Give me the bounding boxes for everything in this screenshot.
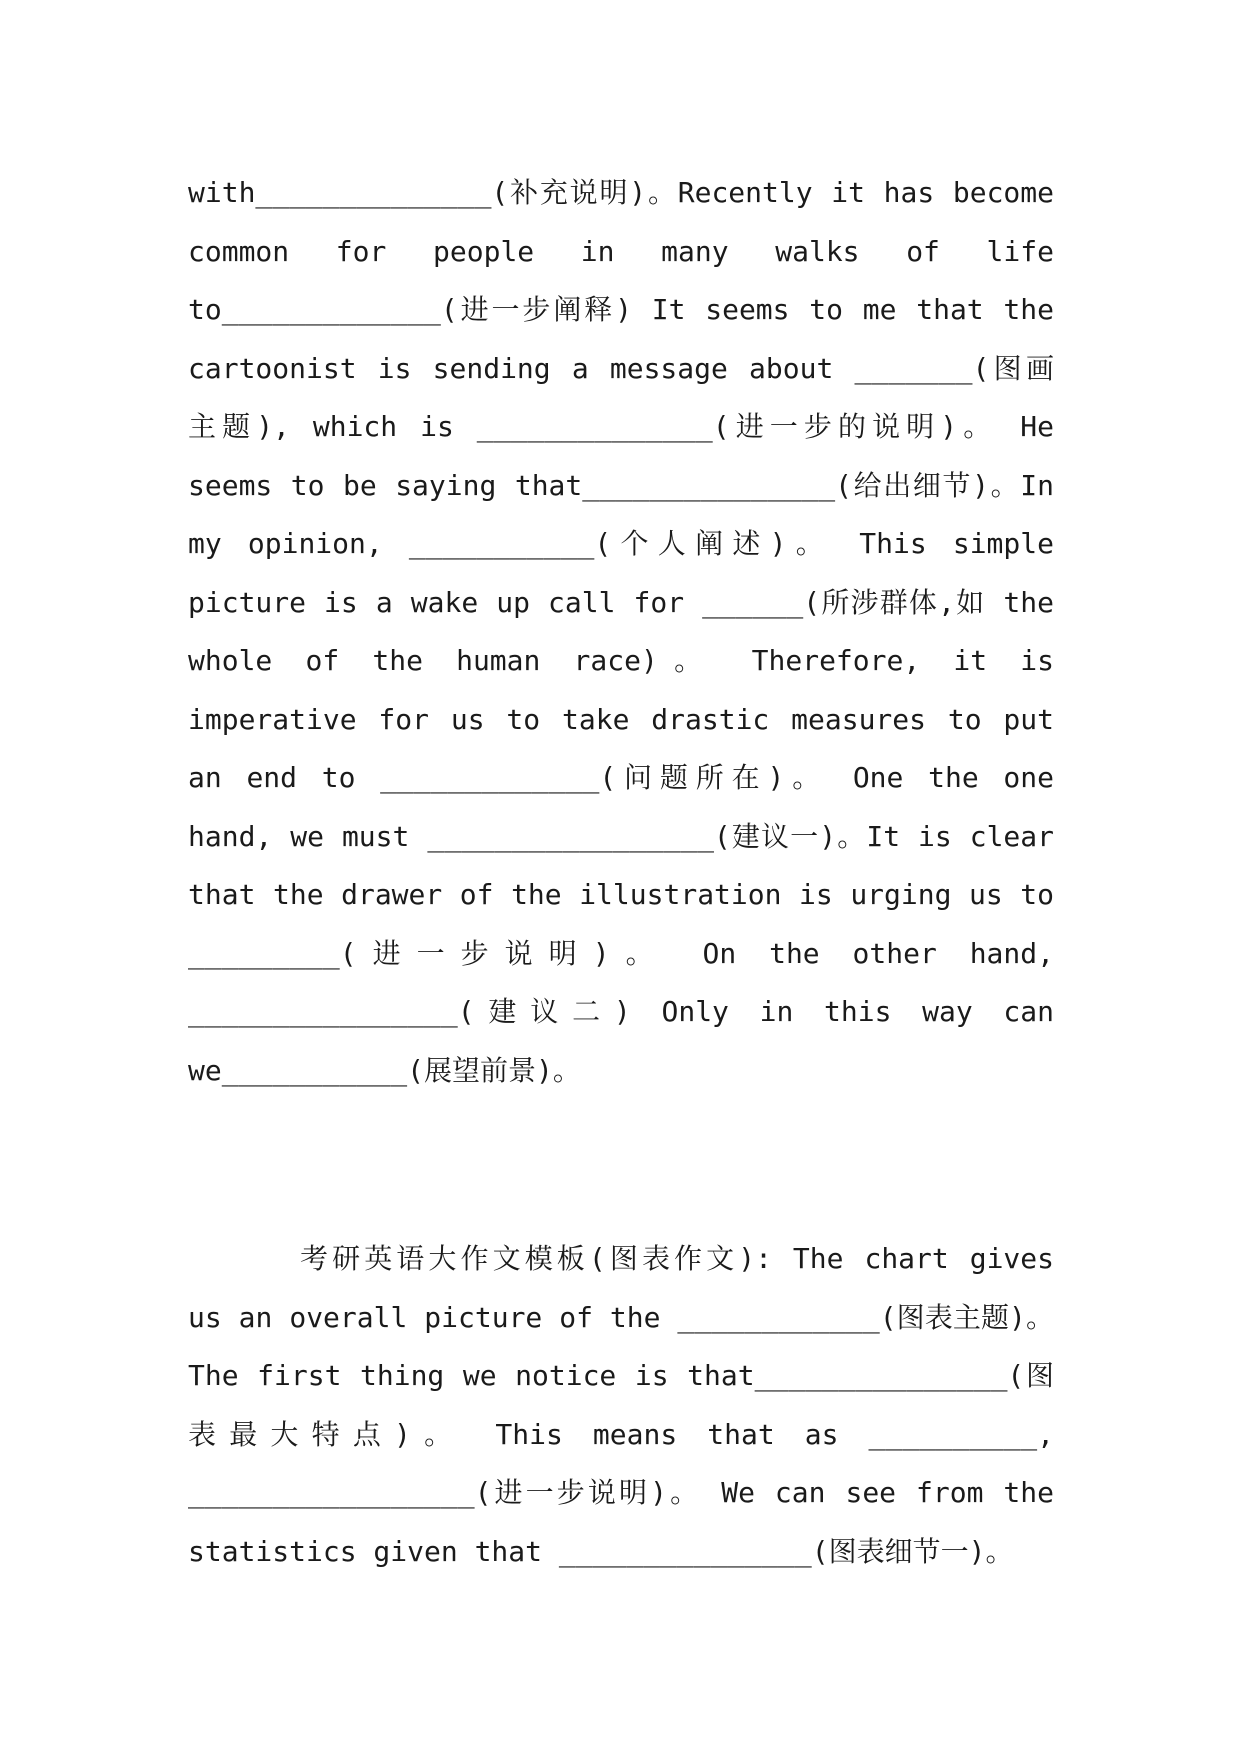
- chart-essay-template: [188, 1230, 1054, 1581]
- text-line: hand, we must _________________(建议一)。It is clear: [188, 819, 1054, 853]
- text-line: that the drawer of the illustration is urging us to: [188, 878, 1054, 911]
- template-heading-line: 考研英语大作文模板(图表作文): The chart gives: [300, 1242, 1054, 1275]
- text-line: imperative for us to take drastic measures to put: [188, 702, 1054, 736]
- text-line: 表最大特点)。 This means that as __________,: [188, 1417, 1054, 1451]
- text-line: we___________(展望前景)。: [188, 1053, 581, 1087]
- text-line: _________(进一步说明)。 On the other hand,: [188, 936, 1054, 970]
- text-line: seems to be saying that_______________(给出细节)。In: [188, 468, 1054, 502]
- text-line: picture is a wake up call for ______(所涉群体,如 the: [188, 585, 1054, 619]
- text-line: 主题), which is ______________(进一步的说明)。 He: [188, 410, 1054, 443]
- text-line: my opinion, ___________(个人阐述)。 This simple: [188, 527, 1054, 560]
- cartoon-essay-template: [188, 164, 1054, 1100]
- text-line: _________________(进一步说明)。 We can see from the: [188, 1476, 1054, 1509]
- text-line: an end to _____________(问题所在)。 One the one: [188, 761, 1054, 794]
- text-line: us an overall picture of the ____________(图表主题)。: [188, 1300, 1054, 1334]
- text-line: The first thing we notice is that_______________(图: [188, 1359, 1054, 1392]
- text-line: common for people in many walks of life: [188, 234, 1054, 268]
- text-line: whole of the human race)。 Therefore, it is: [188, 644, 1054, 677]
- text-line: to_____________(进一步阐释) It seems to me that the: [188, 293, 1054, 326]
- text-line: ________________(建议二) Only in this way can: [188, 995, 1054, 1028]
- text-line: statistics given that _______________(图表细节一)。: [188, 1534, 1014, 1568]
- text-line: with______________(补充说明)。Recently it has become: [188, 176, 1054, 209]
- text-line: cartoonist is sending a message about _______(图画: [188, 351, 1054, 385]
